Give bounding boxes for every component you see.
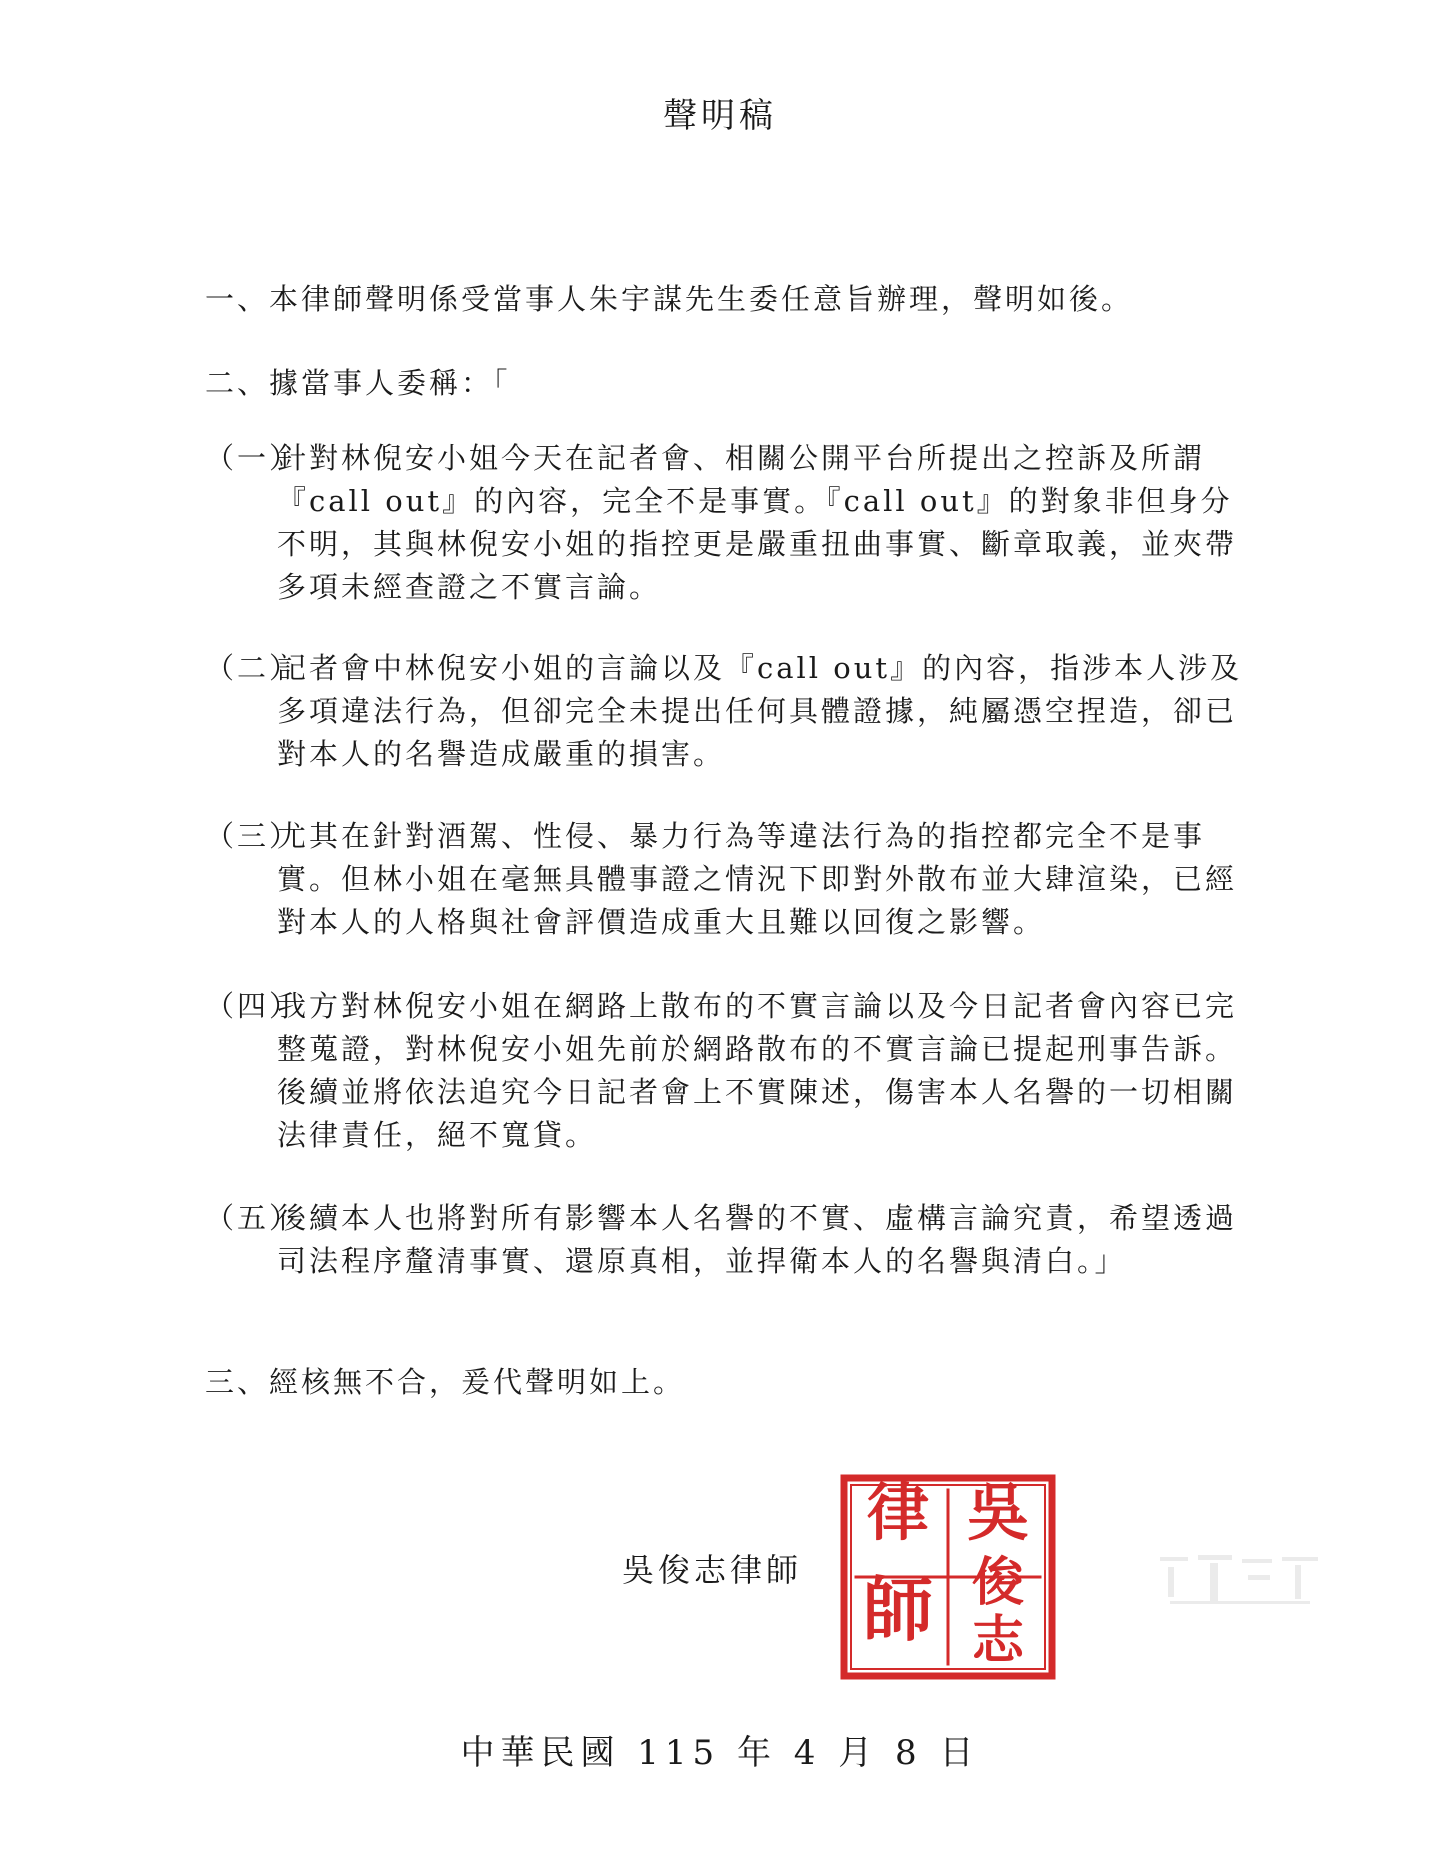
signer-name: 吳俊志律師 (622, 1551, 803, 1589)
lawyer-seal-stamp (838, 1472, 1058, 1682)
section-one: 一、本律師聲明係受當事人朱宇謀先生委任意旨辦理，聲明如後。 (205, 282, 1134, 316)
seal-character: 志 (971, 1610, 1025, 1671)
item-marker: （二） (205, 651, 302, 685)
seal-character: 吳 (966, 1476, 1030, 1549)
list-item (205, 815, 1245, 944)
seal-character: 俊 (971, 1552, 1025, 1613)
item-text: 我方對林倪安小姐在網路上散布的不實言論以及今日記者會內容已完整蒐證，對林倪安小姐先前於網路散布的不實言論已提起刑事告訴。後續並將依法追究今日記者會上不實陳述，傷害本人名譽的一切相關法律責任，絕不寬貸。 (277, 989, 1238, 1152)
list-item (205, 647, 1245, 776)
section-two: 二、據當事人委稱：「 (205, 366, 511, 400)
seal-character: 律 (866, 1476, 930, 1549)
list-item (205, 985, 1245, 1157)
list-item (205, 1197, 1245, 1283)
item-text: 後續本人也將對所有影響本人名譽的不實、虛構言論究責，希望透過司法程序釐清事實、還原真相，並捍衛本人的名譽與清白。」 (277, 1201, 1238, 1278)
item-text: 記者會中林倪安小姐的言論以及『call out』的內容，指涉本人涉及多項違法行為，但卻完全未提出任何具體證據，純屬憑空捏造，卻已對本人的名譽造成嚴重的損害。 (277, 651, 1243, 771)
document-title: 聲明稿 (663, 96, 777, 136)
section-three: 三、經核無不合，爰代聲明如上。 (205, 1365, 686, 1399)
seal-character: 師 (863, 1568, 933, 1651)
list-item (205, 437, 1245, 609)
item-marker: （四） (205, 989, 302, 1023)
item-marker: （三） (205, 819, 302, 853)
item-marker: （一） (205, 441, 302, 475)
item-text: 尤其在針對酒駕、性侵、暴力行為等違法行為的指控都完全不是事實。但林小姐在毫無具體事證之情況下即對外散布並大肆渲染，已經對本人的人格與社會評價造成重大且難以回復之影響。 (277, 819, 1238, 939)
document-date: 中華民國 115 年 4 月 8 日 (460, 1733, 980, 1773)
seal-bleed-through (1150, 1545, 1330, 1615)
item-text: 針對林倪安小姐今天在記者會、相關公開平台所提出之控訴及所謂『call out』的內容，完全不是事實。『call out』的對象非但身分不明，其與林倪安小姐的指控更是嚴重扭曲事實、斷章取義，並夾帶多項未經查證之不實言論。 (277, 441, 1238, 604)
item-marker: （五） (205, 1201, 302, 1235)
